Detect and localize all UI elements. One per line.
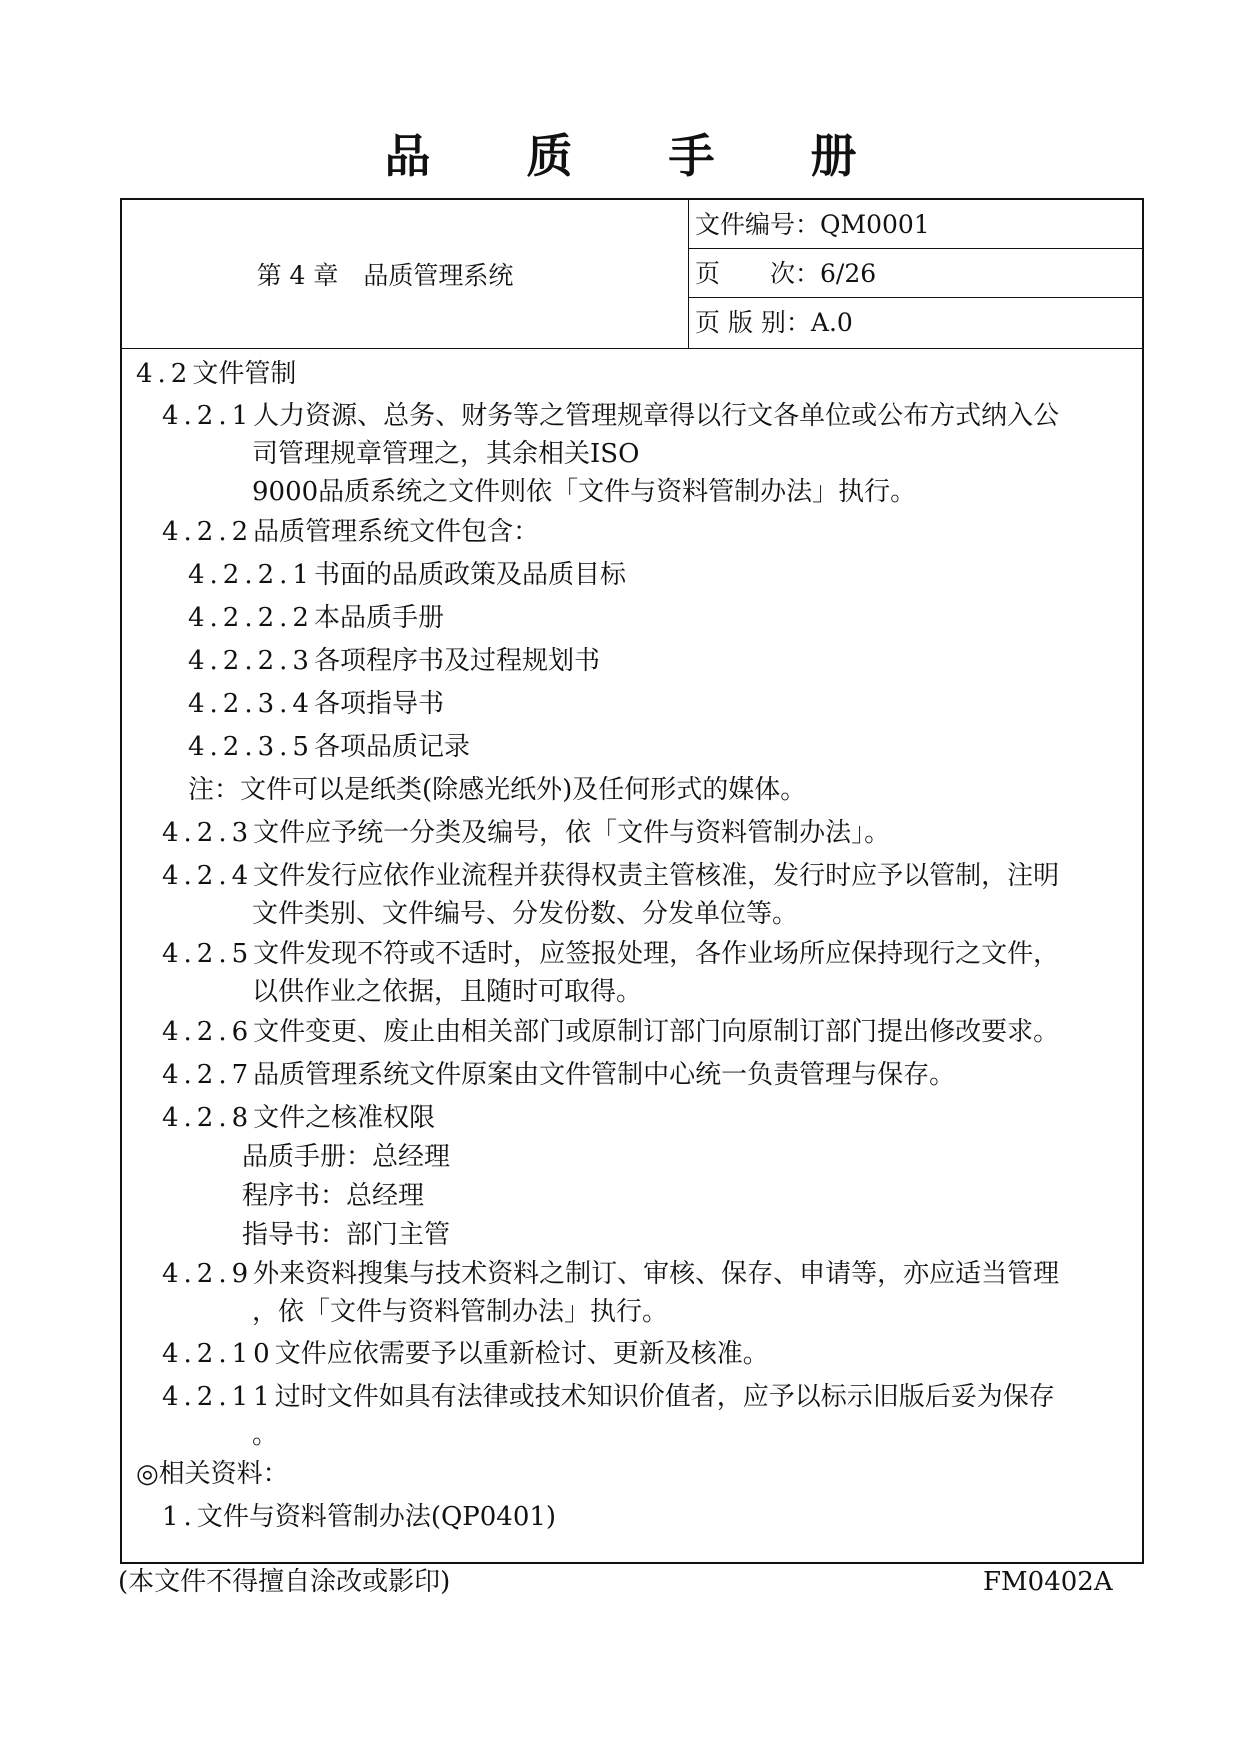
header-block [122,200,1142,349]
approval-instruction: 指导书：部门主管 [242,1220,451,1250]
approval-manual: 品质手册：总经理 [242,1142,451,1172]
clause-4-2-4: 4.2.4文件发行应依作业流程并获得权责主管核准，发行时应予以管制，注明 [162,861,1060,891]
clause-4-2-5: 4.2.5文件发现不符或不适时，应签报处理，各作业场所应保持现行之文件， [162,939,1060,969]
clause-4-2-2-2: 4.2.2.2本品质手册 [188,603,444,633]
footer-notice: (本文件不得擅自涂改或影印) [118,1567,451,1597]
clause-4-2-1-cont: 司管理规章管理之，其余相关ISO [252,439,640,469]
section-heading: 4.2文件管制 [136,359,297,389]
clause-4-2-3: 4.2.3文件应予统一分类及编号，依「文件与资料管制办法」。 [162,818,891,848]
footer-form-number: FM0402A [983,1567,1113,1597]
approval-procedure: 程序书：总经理 [242,1181,425,1211]
clause-4-2-11: 4.2.11过时文件如具有法律或技术知识价值者，应予以标示旧版后妥为保存 [162,1382,1055,1412]
clause-4-2-5-cont: 以供作业之依据，且随时可取得。 [252,977,643,1007]
clause-4-2-2: 4.2.2品质管理系统文件包含： [162,517,540,547]
version: 页 版 别：A.0 [695,308,853,337]
clause-4-2-3-5: 4.2.3.5各项品质记录 [188,732,470,762]
clause-4-2-9-cont: ，依「文件与资料管制办法」执行。 [252,1297,669,1327]
document-title: 品 质 手 册 [384,129,897,183]
clause-4-2-2-3: 4.2.2.3各项程序书及过程规划书 [188,646,600,676]
related-docs-heading: ◎相关资料： [136,1459,289,1489]
doc-number: 文件编号：QM0001 [689,200,1142,249]
clause-4-2-8: 4.2.8文件之核准权限 [162,1103,436,1133]
clause-4-2-1-cont2: 9000品质系统之文件则依「文件与资料管制办法」执行。 [252,477,917,507]
note-line: 注：文件可以是纸类(除感光纸外)及任何形式的媒体。 [188,775,807,805]
document-frame [120,198,1144,1564]
chapter-title: 第 4 章 品质管理系统 [122,200,689,348]
page-number: 页 次：6/26 [689,249,1142,298]
related-doc-item: 1.文件与资料管制办法(QP0401) [162,1502,557,1532]
clause-4-2-6: 4.2.6文件变更、废止由相关部门或原制订部门向原制订部门提出修改要求。 [162,1017,1060,1047]
clause-4-2-3-4: 4.2.3.4各项指导书 [188,689,444,719]
clause-4-2-1: 4.2.1人力资源、总务、财务等之管理规章得以行文各单位或公布方式纳入公 [162,401,1060,431]
clause-4-2-9: 4.2.9外来资料搜集与技术资料之制订、审核、保存、申请等，亦应适当管理 [162,1259,1060,1289]
clause-4-2-4-cont: 文件类别、文件编号、分发份数、分发单位等。 [252,899,799,929]
clause-4-2-7: 4.2.7品质管理系统文件原案由文件管制中心统一负责管理与保存。 [162,1060,956,1090]
clause-4-2-2-1: 4.2.2.1书面的品质政策及品质目标 [188,560,626,590]
clause-4-2-10: 4.2.10文件应依需要予以重新检讨、更新及核准。 [162,1339,769,1369]
clause-4-2-11-cont: 。 [252,1420,279,1450]
